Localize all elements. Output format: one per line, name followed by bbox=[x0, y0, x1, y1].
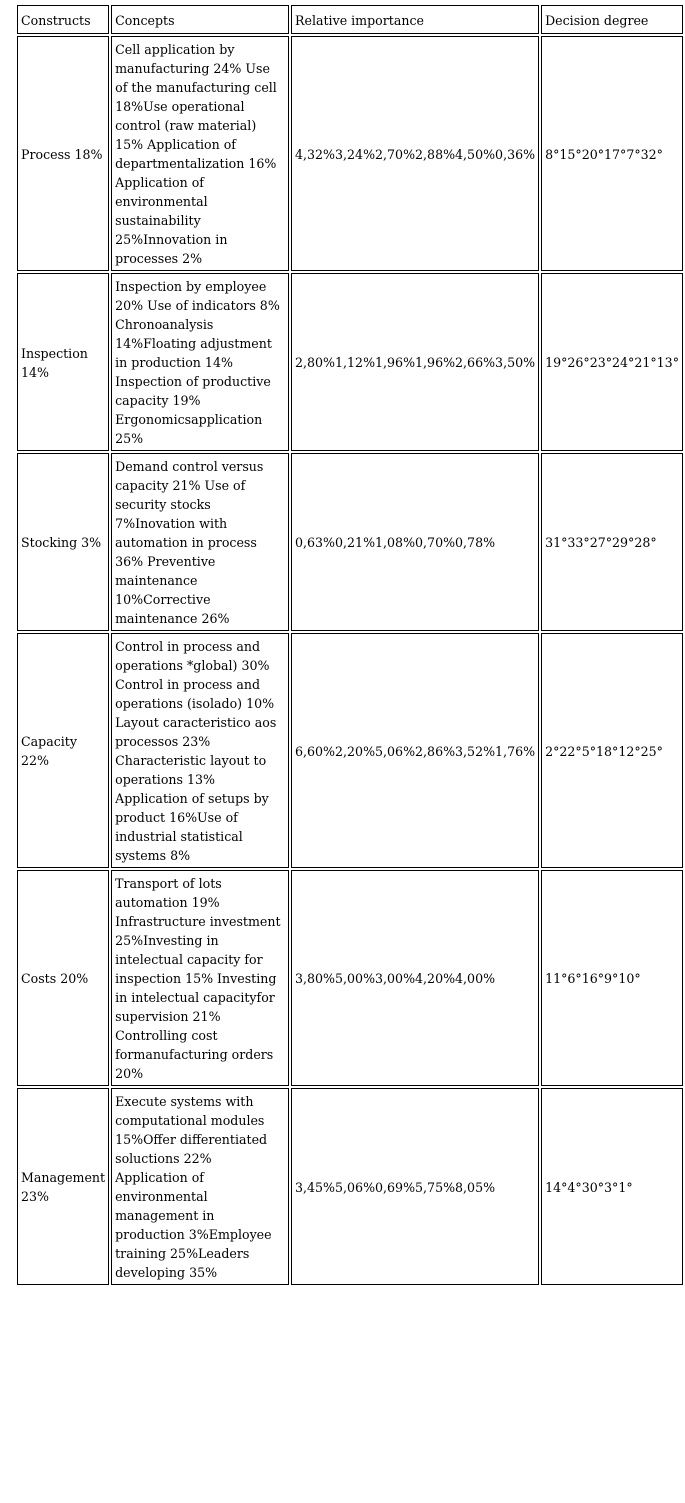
relative-importance-cell: 0,63%0,21%1,08%0,70%0,78% bbox=[291, 453, 539, 631]
construct-cell: Management 23% bbox=[17, 1088, 109, 1285]
header-row bbox=[17, 5, 683, 34]
concepts-cell: Control in process and operations *global) 30% Control in process and operations (isolado) 10% Layout caracteristico aos processos 23% Characteristic layout to operations 13% Application of setups by product 16%Use of industrial statistical systems 8% bbox=[111, 633, 289, 868]
header-decision-degree: Decision degree bbox=[541, 5, 683, 34]
table-row bbox=[17, 453, 683, 631]
relative-importance-cell: 6,60%2,20%5,06%2,86%3,52%1,76% bbox=[291, 633, 539, 868]
decision-degree-cell: 8°15°20°17°7°32° bbox=[541, 36, 683, 271]
construct-cell: Capacity 22% bbox=[17, 633, 109, 868]
table-row bbox=[17, 870, 683, 1086]
concepts-cell: Inspection by employee 20% Use of indicators 8% Chronoanalysis 14%Floating adjustment in production 14% Inspection of productive capacity 19% Ergonomicsapplication 25% bbox=[111, 273, 289, 451]
decision-degree-cell: 31°33°27°29°28° bbox=[541, 453, 683, 631]
construct-cell: Stocking 3% bbox=[17, 453, 109, 631]
concepts-cell: Execute systems with computational modules 15%Offer differentiated soluctions 22% Application of environmental management in production 3%Employee training 25%Leaders developing 35% bbox=[111, 1088, 289, 1285]
construct-cell: Process 18% bbox=[17, 36, 109, 271]
concepts-cell: Demand control versus capacity 21% Use of security stocks 7%Inovation with automation in process 36% Preventive maintenance 10%Corrective maintenance 26% bbox=[111, 453, 289, 631]
table-row bbox=[17, 36, 683, 271]
relative-importance-cell: 4,32%3,24%2,70%2,88%4,50%0,36% bbox=[291, 36, 539, 271]
relative-importance-cell: 3,80%5,00%3,00%4,20%4,00% bbox=[291, 870, 539, 1086]
table-row bbox=[17, 1088, 683, 1285]
header-constructs: Constructs bbox=[17, 5, 109, 34]
relative-importance-cell: 2,80%1,12%1,96%1,96%2,66%3,50% bbox=[291, 273, 539, 451]
constructs-table bbox=[15, 3, 685, 1287]
decision-degree-cell: 2°22°5°18°12°25° bbox=[541, 633, 683, 868]
construct-cell: Costs 20% bbox=[17, 870, 109, 1086]
decision-degree-cell: 11°6°16°9°10° bbox=[541, 870, 683, 1086]
decision-degree-cell: 19°26°23°24°21°13° bbox=[541, 273, 683, 451]
construct-cell: Inspection 14% bbox=[17, 273, 109, 451]
decision-degree-cell: 14°4°30°3°1° bbox=[541, 1088, 683, 1285]
header-concepts: Concepts bbox=[111, 5, 289, 34]
table-row bbox=[17, 633, 683, 868]
table-row bbox=[17, 273, 683, 451]
concepts-cell: Cell application by manufacturing 24% Use of the manufacturing cell 18%Use operational control (raw material) 15% Application of departmentalization 16% Application of environmental sustainability 25%Innovation in processes 2% bbox=[111, 36, 289, 271]
relative-importance-cell: 3,45%5,06%0,69%5,75%8,05% bbox=[291, 1088, 539, 1285]
header-relative-importance: Relative importance bbox=[291, 5, 539, 34]
concepts-cell: Transport of lots automation 19% Infrastructure investment 25%Investing in intelectual capacity for inspection 15% Investing in intelectual capacityfor supervision 21% Controlling cost formanufacturing orders 20% bbox=[111, 870, 289, 1086]
